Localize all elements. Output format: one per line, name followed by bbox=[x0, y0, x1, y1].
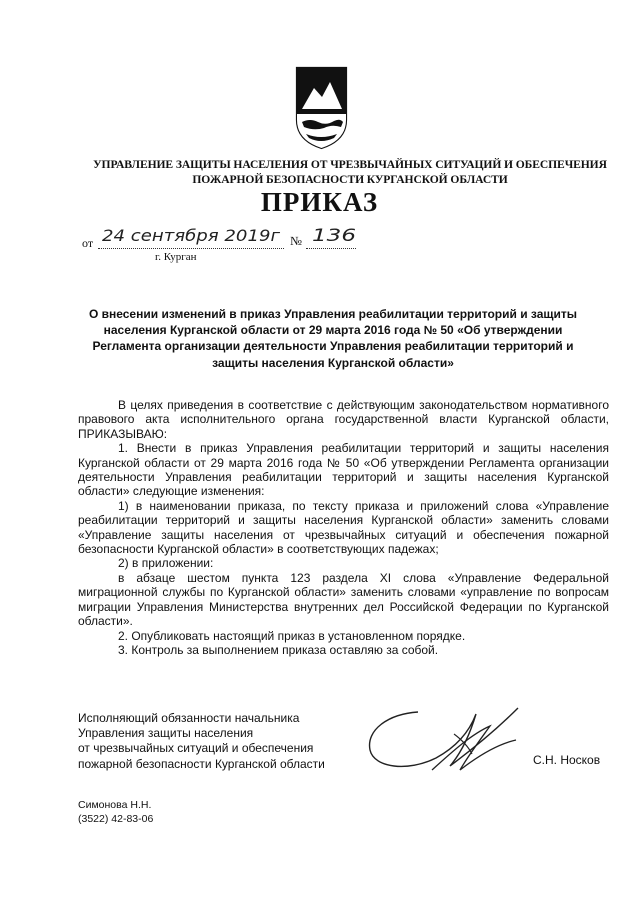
signatory-title-line: пожарной безопасности Курганской области bbox=[78, 756, 325, 771]
signatory-title-line: от чрезвычайных ситуаций и обеспечения bbox=[78, 741, 314, 756]
signatory-title-line: Исполняющий обязанности начальника bbox=[78, 711, 300, 725]
signatory-name: С.Н. Носков bbox=[533, 753, 601, 767]
kurgan-coat-of-arms-icon bbox=[294, 64, 349, 150]
order-subject: О внесении изменений в приказ Управления реабилитации территорий и защиты населения Курганской области от 29 марта 2016 года № 50 «Об утверждении Регламента организации деятельности Управления реабилитации территорий и защиты населения Курганской области» bbox=[88, 307, 578, 370]
body-paragraph: 1. Внести в приказ Управления реабилитации территорий и защиты населения Курганской области от 29 марта 2016 года № 50 «Об утверждении Регламента организации деятельности Управления реабилитации территорий и защиты населения Курганской области» следующие изменения: bbox=[78, 441, 609, 499]
body-paragraph: 3. Контроль за выполнением приказа оставляю за собой. bbox=[118, 642, 439, 657]
body-paragraph: 1) в наименовании приказа, по тексту приказа и приложений слова «Управление реабилитации территорий и защиты населения Курганской области» заменить словами «Управление защиты населения от чрезвычайных ситуаций и обеспечения пожарной безопасности Курганской области» в соответствующих падежах; bbox=[78, 498, 609, 557]
executor-phone: (3522) 42-83-06 bbox=[78, 813, 154, 825]
body-paragraph: В целях приведения в соответствие с действующим законодательством нормативного правового акта исполнительного органа государственной власти Курганской области, ПРИКАЗЫВАЮ: bbox=[78, 398, 609, 441]
order-body bbox=[78, 398, 609, 657]
number-underline bbox=[306, 248, 356, 249]
organization-name-line2: ПОЖАРНОЙ БЕЗОПАСНОСТИ КУРГАНСКОЙ ОБЛАСТИ bbox=[192, 173, 508, 186]
handwritten-date-text: 24 сентября 2019г bbox=[102, 226, 281, 245]
date-prefix: от bbox=[82, 236, 94, 250]
body-paragraph: 2) в приложении: bbox=[118, 556, 214, 571]
handwritten-date bbox=[100, 224, 282, 250]
body-paragraph: в абзаце шестом пункта 123 раздела XI слова «Управление Федеральной миграционной службы по Курганской области» заменить словами «управление по вопросам миграции Управления Министерства внутренних дел Российской Федерации по Курганской области». bbox=[78, 570, 609, 629]
signatory-title bbox=[78, 711, 325, 772]
body-paragraph: 2. Опубликовать настоящий приказ в установленном порядке. bbox=[118, 628, 466, 643]
executor-name: Симонова Н.Н. bbox=[78, 799, 152, 811]
number-label: № bbox=[290, 234, 302, 248]
date-underline bbox=[98, 248, 284, 249]
city: г. Курган bbox=[155, 251, 197, 263]
document-title: ПРИКАЗ bbox=[260, 187, 379, 217]
executor-info bbox=[78, 798, 153, 826]
signatory-title-line: Управления защиты населения bbox=[78, 726, 254, 741]
handwritten-number-text: 136 bbox=[312, 226, 357, 246]
handwritten-signature bbox=[358, 700, 528, 788]
organization-name-line1: УПРАВЛЕНИЕ ЗАЩИТЫ НАСЕЛЕНИЯ ОТ ЧРЕЗВЫЧАЙНЫХ СИТУАЦИЙ И ОБЕСПЕЧЕНИЯ bbox=[93, 158, 607, 171]
handwritten-number bbox=[308, 224, 362, 250]
